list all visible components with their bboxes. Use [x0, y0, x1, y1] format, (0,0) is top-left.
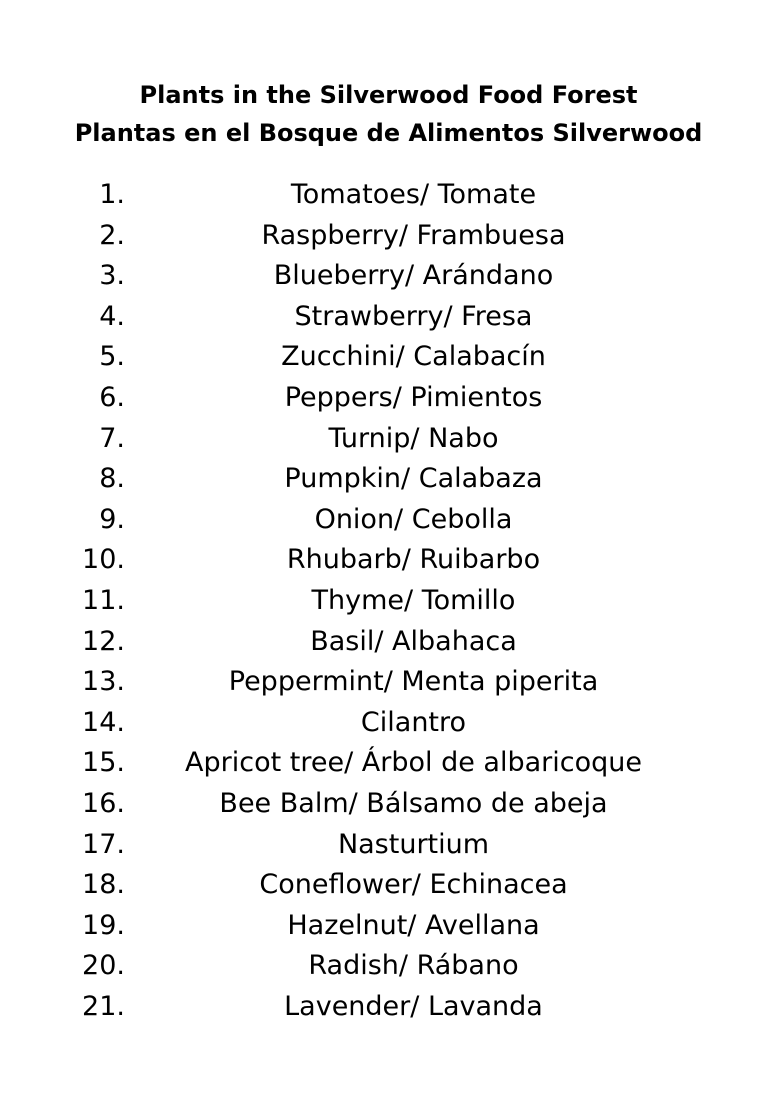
plant-name: Peppers/ Pimientos	[284, 381, 543, 413]
item-number: 11.	[82, 584, 125, 616]
plant-name: Strawberry/ Fresa	[294, 300, 533, 332]
list-item	[0, 946, 777, 987]
item-number: 13.	[82, 666, 125, 698]
item-number: 18.	[82, 869, 125, 901]
list-item	[0, 378, 777, 419]
plant-name: Onion/ Cebolla	[314, 503, 513, 535]
item-number: 16.	[82, 787, 125, 819]
item-number: 7.	[99, 422, 125, 454]
plant-name: Coneflower/ Echinacea	[259, 869, 568, 901]
plant-name: Tomatoes/ Tomate	[290, 179, 537, 210]
item-number: 19.	[82, 909, 125, 941]
list-item	[0, 256, 777, 297]
list-item	[0, 419, 777, 460]
plant-name: Bee Balm/ Bálsamo de abeja	[219, 787, 608, 819]
list-item	[0, 784, 777, 825]
item-number: 21.	[82, 990, 125, 1022]
list-item	[0, 825, 777, 866]
item-number: 17.	[82, 828, 125, 860]
plant-name: Apricot tree/ Árbol de albaricoque	[185, 747, 642, 779]
list-item	[0, 865, 777, 906]
item-number: 3.	[99, 260, 125, 292]
plant-name: Blueberry/ Arándano	[273, 260, 554, 292]
plant-name: Rhubarb/ Ruibarbo	[286, 544, 541, 576]
item-number: 12.	[82, 625, 125, 657]
list-item	[0, 662, 777, 703]
list-item	[0, 906, 777, 947]
plant-name: Nasturtium	[337, 828, 490, 860]
page-title-english: Plants in the Silverwood Food Forest	[139, 81, 638, 109]
item-number: 15.	[82, 747, 125, 779]
plant-name: Radish/ Rábano	[308, 950, 519, 982]
item-number: 1.	[99, 179, 125, 210]
list-item	[0, 540, 777, 581]
plant-list	[0, 175, 777, 1027]
list-item	[0, 622, 777, 663]
list-item	[0, 703, 777, 744]
list-item	[0, 297, 777, 338]
list-item	[0, 175, 777, 216]
plant-name: Pumpkin/ Calabaza	[284, 463, 543, 495]
item-number: 20.	[82, 950, 125, 982]
list-item	[0, 581, 777, 622]
plant-name: Basil/ Albahaca	[310, 625, 517, 657]
plant-name: Lavender/ Lavanda	[284, 990, 543, 1022]
plant-name: Raspberry/ Frambuesa	[261, 219, 566, 251]
plant-name: Cilantro	[360, 706, 467, 738]
item-number: 2.	[99, 219, 125, 251]
plant-name: Turnip/ Nabo	[328, 422, 499, 454]
item-number: 5.	[99, 341, 125, 373]
item-number: 10.	[82, 544, 125, 576]
page-title-spanish: Plantas en el Bosque de Alimentos Silverwood	[74, 119, 703, 147]
list-item	[0, 459, 777, 500]
item-number: 6.	[99, 381, 125, 413]
list-item	[0, 500, 777, 541]
item-number: 4.	[99, 300, 125, 332]
item-number: 9.	[99, 503, 125, 535]
plant-name: Thyme/ Tomillo	[311, 584, 516, 616]
list-item	[0, 337, 777, 378]
plant-name: Zucchini/ Calabacín	[281, 341, 546, 373]
plant-name: Peppermint/ Menta piperita	[228, 666, 599, 698]
list-item	[0, 987, 777, 1028]
list-item	[0, 216, 777, 257]
plant-name: Hazelnut/ Avellana	[287, 909, 540, 941]
list-item	[0, 743, 777, 784]
item-number: 8.	[99, 463, 125, 495]
item-number: 14.	[82, 706, 125, 738]
